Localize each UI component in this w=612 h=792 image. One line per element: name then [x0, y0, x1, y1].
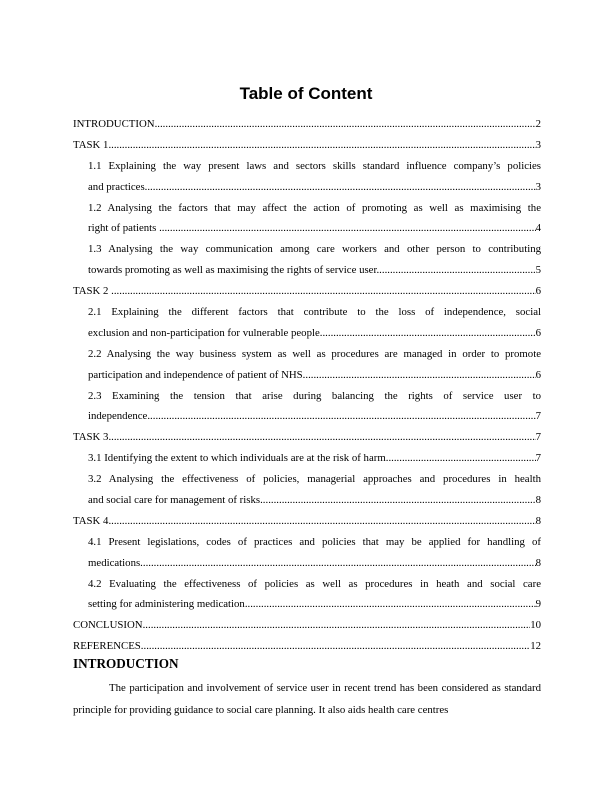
toc-entry-link[interactable]: [73, 490, 541, 511]
toc-entry-link[interactable]: [73, 281, 541, 302]
toc-entry-link[interactable]: [73, 427, 541, 448]
toc-entry-text: 2.2 Analysing the way business system as well as procedures are managed in order to promote: [88, 347, 541, 360]
toc-entry-continuation: and social care for management of risks .....: [88, 490, 536, 511]
toc-page-number: 12: [530, 640, 541, 653]
introduction-heading: INTRODUCTION: [73, 656, 179, 671]
toc-entry-continuation: right of patients .....: [88, 218, 536, 239]
toc-entry-link[interactable]: [73, 177, 541, 198]
toc-page-number: 3: [535, 180, 541, 193]
toc-page-number: 5: [535, 264, 541, 277]
toc-entry-continuation: exclusion and non-participation for vulnerable people .....: [88, 323, 536, 344]
toc-entry-link[interactable]: [73, 615, 541, 636]
toc-entry-link[interactable]: [73, 218, 541, 239]
toc-page-number: 8: [535, 494, 541, 507]
toc-entry-text: 4.1 Present legislations, codes of practices and policies that may be applied for handling of: [88, 535, 541, 548]
toc-entry-continuation: and practices .....: [88, 177, 536, 198]
toc-entry-text: INTRODUCTION .....: [73, 114, 536, 135]
toc-entry-text: 2.1 Explaining the different factors that contribute to the loss of independence, social: [88, 306, 541, 319]
toc-entry-text: 3.2 Analysing the effectiveness of policies, managerial approaches and procedures in health: [88, 473, 541, 486]
toc-entry-link[interactable]: [73, 511, 541, 532]
toc-entry-continuation: setting for administering medication .....: [88, 594, 536, 615]
toc-entry-text: REFERENCES .....: [73, 636, 530, 657]
page-title: Table of Content: [239, 84, 373, 103]
toc-entry-link[interactable]: [73, 135, 541, 156]
toc-entry-text: 2.3 Examining the tension that arise during balancing the rights of service user to: [88, 389, 541, 402]
toc-page-number: 8: [535, 514, 541, 527]
toc-entry-continuation: participation and independence of patient of NHS .....: [88, 365, 536, 386]
toc-entry-continuation: medications .....: [88, 553, 536, 574]
toc-entry-link[interactable]: [73, 260, 541, 281]
toc-page-number: 7: [535, 431, 541, 444]
toc-entry-text: 1.3 Analysing the way communication among care workers and other person to contributing: [88, 243, 541, 256]
introduction-paragraph: The participation and involvement of service user in recent trend has been considered as standard principle for providing guidance to social care planning. It also aids health care centres: [73, 682, 541, 716]
toc-page-number: 6: [535, 285, 541, 298]
toc-page-number: 2: [535, 118, 541, 130]
toc-entry-text: 1.1 Explaining the way present laws and sectors skills standard influence company’s policies: [88, 159, 541, 172]
toc-entry-text: 4.2 Evaluating the effectiveness of policies as well as procedures in heath and social care: [88, 577, 541, 590]
toc-entry-text: 1.2 Analysing the factors that may affect the action of promoting as well as maximising the: [88, 201, 541, 214]
toc-page-number: 7: [535, 410, 541, 423]
toc-entry-link[interactable]: [73, 448, 541, 469]
toc-page-number: 6: [535, 368, 541, 381]
toc-page-number: 4: [535, 222, 541, 235]
toc-page-number: 10: [530, 619, 541, 632]
toc-page-number: 8: [535, 556, 541, 569]
toc-entry-text: TASK 1 .....: [73, 135, 536, 156]
toc-entry-link[interactable]: [73, 114, 541, 135]
toc-page-number: 9: [535, 598, 541, 611]
toc-entry-text: CONCLUSION .....: [73, 615, 530, 636]
toc-page-number: 7: [535, 452, 541, 465]
toc-entry-link[interactable]: [73, 365, 541, 386]
toc-entry-link[interactable]: [73, 323, 541, 344]
toc-entry-continuation: towards promoting as well as maximising the rights of service user .....: [88, 260, 536, 281]
toc-page-number: 3: [535, 138, 541, 151]
toc-entry-link[interactable]: [73, 406, 541, 427]
toc-entry-continuation: independence .....: [88, 406, 536, 427]
toc-entry-text: TASK 2 .....: [73, 281, 536, 302]
toc-entry-text: TASK 3 .....: [73, 427, 536, 448]
toc-page-number: 6: [535, 326, 541, 339]
toc-entry-link[interactable]: [73, 594, 541, 615]
toc-entry-text: TASK 4 .....: [73, 511, 536, 532]
table-of-contents: [73, 114, 541, 657]
toc-entry-text: 3.1 Identifying the extent to which individuals are at the risk of harm .....: [88, 448, 536, 469]
toc-entry-link[interactable]: [73, 553, 541, 574]
